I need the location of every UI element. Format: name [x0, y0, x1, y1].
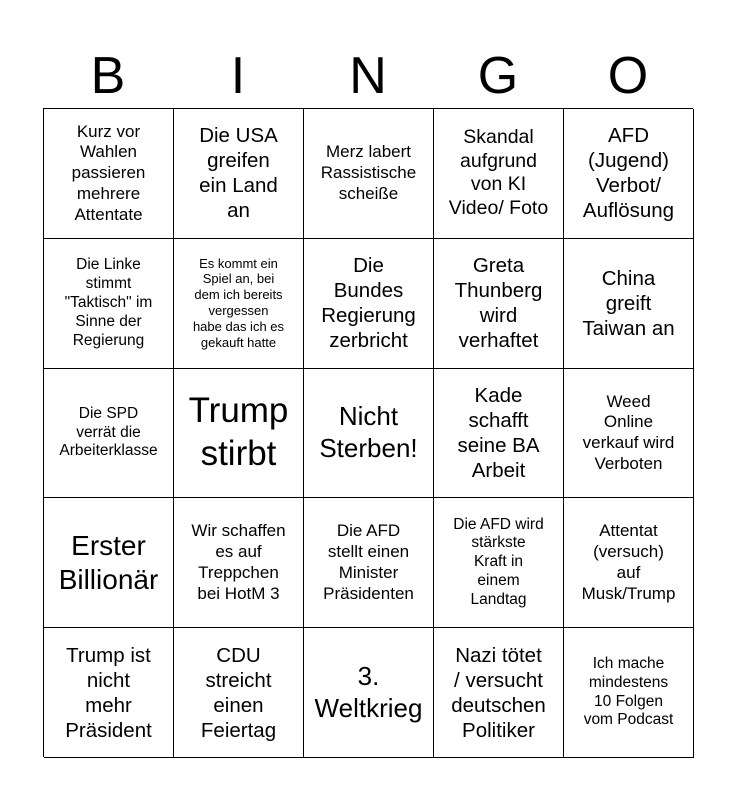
bingo-cell[interactable]: [434, 239, 564, 369]
cell-text: Ich mache mindestens 10 Folgen vom Podcast: [583, 654, 674, 729]
cell-text: AFD (Jugend) Verbot/ Auflösung: [582, 124, 675, 223]
header-letter-b: B: [90, 47, 126, 105]
bingo-cell[interactable]: [434, 628, 564, 758]
cell-text: China greift Taiwan an: [582, 266, 675, 340]
cell-text: Nicht Sterben!: [319, 401, 418, 463]
bingo-header: [43, 44, 693, 108]
cell-text: Weed Online verkauf wird Verboten: [582, 391, 675, 473]
cell-text: Kurz vor Wahlen passieren mehrere Attentate: [71, 121, 146, 224]
bingo-cell[interactable]: [174, 628, 304, 758]
bingo-cell[interactable]: [44, 369, 174, 499]
bingo-cell[interactable]: [304, 628, 434, 758]
cell-text: Skandal aufgrund von KI Video/ Foto: [448, 125, 549, 220]
cell-text: Erster Billionär: [58, 529, 159, 595]
cell-text: Die AFD wird stärkste Kraft in einem Landtag: [453, 515, 544, 609]
bingo-cell[interactable]: [174, 498, 304, 628]
cell-text: Die USA greifen ein Land an: [199, 124, 278, 223]
bingo-cell[interactable]: [304, 498, 434, 628]
cell-text: Attentat (versuch) auf Musk/Trump: [581, 521, 676, 603]
cell-text: Trump stirbt: [188, 391, 289, 473]
cell-text: Wir schaffen es auf Treppchen bei HotM 3: [191, 521, 286, 603]
bingo-board: [43, 108, 693, 757]
header-letter-n: N: [349, 47, 387, 105]
bingo-cell[interactable]: [564, 239, 694, 369]
bingo-cell[interactable]: [434, 498, 564, 628]
cell-text: Merz labert Rassistische scheiße: [320, 142, 417, 203]
cell-text: Die SPD verrät die Arbeiterklasse: [59, 404, 158, 460]
bingo-cell[interactable]: [304, 109, 434, 239]
bingo-cell[interactable]: [564, 109, 694, 239]
cell-text: Die AFD stellt einen Minister Präsidenten: [323, 521, 414, 603]
bingo-cell[interactable]: [304, 239, 434, 369]
bingo-cell[interactable]: [564, 498, 694, 628]
bingo-cell[interactable]: [44, 109, 174, 239]
cell-text: CDU streicht einen Feiertag: [200, 643, 277, 742]
bingo-cell[interactable]: [174, 369, 304, 499]
cell-text: Die Bundes Regierung zerbricht: [321, 254, 416, 353]
cell-text: Kade schafft seine BA Arbeit: [457, 383, 540, 482]
cell-text: Es kommt ein Spiel an, bei dem ich bereits vergessen habe das ich es gekauft hatte: [192, 255, 285, 350]
bingo-cell[interactable]: [174, 109, 304, 239]
bingo-cell[interactable]: [434, 109, 564, 239]
bingo-cell[interactable]: [564, 628, 694, 758]
bingo-cell[interactable]: [44, 628, 174, 758]
cell-text: Greta Thunberg wird verhaftet: [454, 254, 543, 353]
bingo-cell[interactable]: [44, 239, 174, 369]
bingo-cell[interactable]: [304, 369, 434, 499]
bingo-cell[interactable]: [434, 369, 564, 499]
bingo-cell[interactable]: [564, 369, 694, 499]
header-letter-i: I: [230, 47, 246, 105]
bingo-cell[interactable]: [174, 239, 304, 369]
cell-text: Trump ist nicht mehr Präsident: [65, 643, 152, 742]
header-letter-o: O: [607, 47, 649, 105]
header-letter-g: G: [477, 47, 519, 105]
cell-text: Die Linke stimmt "Taktisch" im Sinne der Regierung: [64, 255, 153, 349]
bingo-cell[interactable]: [44, 498, 174, 628]
cell-text: 3. Weltkrieg: [314, 660, 423, 723]
cell-text: Nazi tötet / versucht deutschen Politiker: [451, 643, 546, 742]
